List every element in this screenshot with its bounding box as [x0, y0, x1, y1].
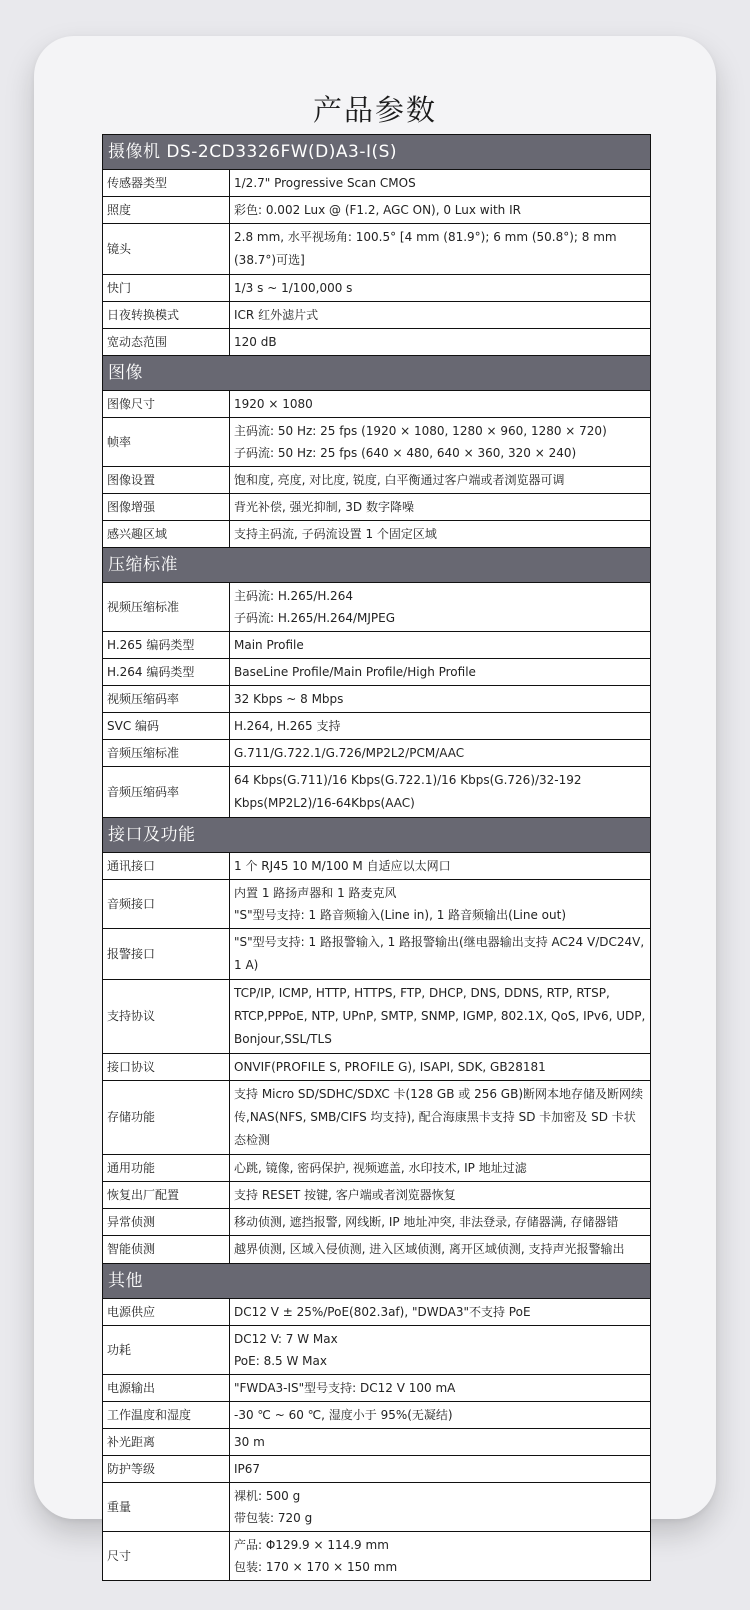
spec-value [230, 659, 651, 686]
spec-label: 音频接口 [103, 880, 230, 929]
spec-card [34, 36, 716, 1574]
spec-value-line: 支持 RESET 按键, 客户端或者浏览器恢复 [234, 1188, 456, 1202]
spec-value-line: 64 Kbps(G.711)/16 Kbps(G.722.1)/16 Kbps(G.726)/32-192 Kbps(MP2L2)/16-64Kbps(AAC) [234, 773, 582, 810]
spec-label: 功耗 [103, 1326, 230, 1375]
page-title: 产品参数 [312, 93, 437, 127]
spec-value-line: ONVIF(PROFILE S, PROFILE G), ISAPI, SDK, GB28181 [234, 1060, 546, 1074]
spec-value [230, 170, 651, 197]
spec-label: 补光距离 [103, 1429, 230, 1456]
spec-value-line: 支持 Micro SD/SDHC/SDXC 卡(128 GB 或 256 GB)断网本地存储及断网续传,NAS(NFS, SMB/CIFS 均支持), 配合海康黑卡支持 SD 卡加密及 SD 卡状态检测 [234, 1087, 644, 1147]
spec-value-line: G.711/G.722.1/G.726/MP2L2/PCM/AAC [234, 746, 465, 760]
spec-label: 图像设置 [103, 467, 230, 494]
spec-row [103, 1375, 651, 1402]
spec-value-line: "S"型号支持: 1 路报警输入, 1 路报警输出(继电器输出支持 AC24 V/DC24V, 1 A) [234, 935, 645, 972]
spec-label: 照度 [103, 197, 230, 224]
spec-value [230, 880, 651, 929]
spec-row [103, 494, 651, 521]
spec-label: 图像增强 [103, 494, 230, 521]
spec-value-line: Main Profile [234, 638, 304, 652]
spec-row [103, 418, 651, 467]
spec-label: 图像尺寸 [103, 391, 230, 418]
spec-value-line: 1/3 s ~ 1/100,000 s [234, 281, 353, 295]
spec-value [230, 1054, 651, 1081]
spec-value [230, 740, 651, 767]
spec-label: 宽动态范围 [103, 329, 230, 356]
spec-value-line: 1920 × 1080 [234, 397, 313, 411]
spec-label: H.265 编码类型 [103, 632, 230, 659]
section-header-row [103, 135, 651, 170]
spec-row [103, 1155, 651, 1182]
spec-label: 感兴趣区域 [103, 521, 230, 548]
spec-value-line: 包装: 170 × 170 × 150 mm [234, 1560, 398, 1574]
spec-value [230, 224, 651, 275]
spec-row [103, 1182, 651, 1209]
section-header-row [103, 1264, 651, 1299]
spec-row [103, 302, 651, 329]
spec-value-line: 心跳, 镜像, 密码保护, 视频遮盖, 水印技术, IP 地址过滤 [234, 1161, 527, 1175]
spec-value-line: 带包装: 720 g [234, 1511, 313, 1525]
spec-value-line: 饱和度, 亮度, 对比度, 锐度, 白平衡通过客户端或者浏览器可调 [234, 473, 565, 487]
spec-value-line: 1 个 RJ45 10 M/100 M 自适应以太网口 [234, 859, 451, 873]
spec-value-line: "S"型号支持: 1 路音频输入(Line in), 1 路音频输出(Line out) [234, 908, 567, 922]
spec-label: 通用功能 [103, 1155, 230, 1182]
spec-value [230, 929, 651, 980]
section-heading: 接口及功能 [103, 818, 651, 853]
spec-value-line: 1/2.7" Progressive Scan CMOS [234, 176, 416, 190]
spec-value-line: 产品: Φ129.9 × 114.9 mm [234, 1538, 389, 1552]
spec-value [230, 1375, 651, 1402]
spec-label: 传感器类型 [103, 170, 230, 197]
spec-value [230, 1236, 651, 1264]
spec-label: 异常侦测 [103, 1209, 230, 1236]
spec-value [230, 329, 651, 356]
spec-value-line: 子码流: H.265/H.264/MJPEG [234, 611, 396, 625]
spec-value [230, 275, 651, 302]
spec-table [102, 134, 651, 1581]
spec-value-line: DC12 V ± 25%/PoE(802.3af), "DWDA3"不支持 PoE [234, 1305, 531, 1319]
spec-label: 防护等级 [103, 1456, 230, 1483]
spec-row [103, 880, 651, 929]
section-heading: 压缩标准 [103, 548, 651, 583]
spec-value-line: 越界侦测, 区域入侵侦测, 进入区域侦测, 离开区域侦测, 支持声光报警输出 [234, 1242, 625, 1256]
spec-value-line: TCP/IP, ICMP, HTTP, HTTPS, FTP, DHCP, DNS, DDNS, RTP, RTSP, RTCP,PPPoE, NTP, UPnP, SMTP, SNMP, IGMP, 802.1X, QoS, IPv6, UDP, Bonjour,SSL/TLS [234, 986, 646, 1046]
section-heading: 其他 [103, 1264, 651, 1299]
spec-row [103, 521, 651, 548]
spec-value-line: DC12 V: 7 W Max [234, 1332, 338, 1346]
spec-value [230, 1299, 651, 1326]
spec-value-line: 32 Kbps ~ 8 Mbps [234, 692, 344, 706]
spec-label: 电源输出 [103, 1375, 230, 1402]
spec-row [103, 1209, 651, 1236]
section-header-row [103, 356, 651, 391]
spec-value [230, 494, 651, 521]
spec-label: 报警接口 [103, 929, 230, 980]
spec-row [103, 1483, 651, 1532]
spec-label: 镜头 [103, 224, 230, 275]
spec-row [103, 659, 651, 686]
spec-label: 快门 [103, 275, 230, 302]
spec-value-line: 子码流: 50 Hz: 25 fps (640 × 480, 640 × 360, 320 × 240) [234, 446, 577, 460]
section-heading: 摄像机 DS-2CD3326FW(D)A3-I(S) [103, 135, 651, 170]
spec-value [230, 1456, 651, 1483]
spec-value [230, 521, 651, 548]
spec-value-line: 背光补偿, 强光抑制, 3D 数字降噪 [234, 500, 414, 514]
section-heading: 图像 [103, 356, 651, 391]
spec-label: 尺寸 [103, 1532, 230, 1581]
spec-value [230, 713, 651, 740]
spec-label: H.264 编码类型 [103, 659, 230, 686]
spec-value-line: 支持主码流, 子码流设置 1 个固定区域 [234, 527, 437, 541]
spec-value [230, 1326, 651, 1375]
spec-row [103, 583, 651, 632]
spec-label: 接口协议 [103, 1054, 230, 1081]
spec-table-body [103, 135, 651, 1581]
spec-row [103, 767, 651, 818]
spec-label: 音频压缩码率 [103, 767, 230, 818]
spec-value [230, 418, 651, 467]
spec-value [230, 1155, 651, 1182]
spec-label: 视频压缩标准 [103, 583, 230, 632]
spec-value [230, 1182, 651, 1209]
spec-value-line: 2.8 mm, 水平视场角: 100.5° [4 mm (81.9°); 6 mm (50.8°); 8 mm (38.7°)可选] [234, 230, 617, 267]
spec-value-line: BaseLine Profile/Main Profile/High Profile [234, 665, 476, 679]
spec-value-line: PoE: 8.5 W Max [234, 1354, 327, 1368]
spec-value [230, 1209, 651, 1236]
spec-row [103, 853, 651, 880]
spec-row [103, 740, 651, 767]
spec-value [230, 467, 651, 494]
spec-row [103, 713, 651, 740]
spec-value-line: ICR 红外滤片式 [234, 308, 319, 322]
spec-row [103, 275, 651, 302]
spec-label: 电源供应 [103, 1299, 230, 1326]
spec-label: 通讯接口 [103, 853, 230, 880]
spec-row [103, 197, 651, 224]
spec-row [103, 1429, 651, 1456]
spec-value-line: 30 m [234, 1435, 265, 1449]
spec-row [103, 170, 651, 197]
spec-row [103, 1081, 651, 1155]
spec-row [103, 1299, 651, 1326]
spec-row [103, 1326, 651, 1375]
spec-row [103, 329, 651, 356]
spec-value [230, 1483, 651, 1532]
spec-value-line: 内置 1 路扬声器和 1 路麦克风 [234, 886, 397, 900]
spec-value [230, 1532, 651, 1581]
section-header-row [103, 548, 651, 583]
spec-value-line: 120 dB [234, 335, 277, 349]
spec-label: 视频压缩码率 [103, 686, 230, 713]
spec-label: 音频压缩标准 [103, 740, 230, 767]
spec-label: 工作温度和湿度 [103, 1402, 230, 1429]
spec-value-line: IP67 [234, 1462, 261, 1476]
section-header-row [103, 818, 651, 853]
spec-row [103, 391, 651, 418]
spec-value-line: 彩色: 0.002 Lux @ (F1.2, AGC ON), 0 Lux with IR [234, 203, 521, 217]
spec-value [230, 197, 651, 224]
spec-row [103, 467, 651, 494]
spec-row [103, 1456, 651, 1483]
spec-row [103, 1236, 651, 1264]
spec-row [103, 224, 651, 275]
spec-label: 存储功能 [103, 1081, 230, 1155]
spec-value [230, 632, 651, 659]
spec-label: 支持协议 [103, 980, 230, 1054]
spec-value [230, 1429, 651, 1456]
spec-value [230, 583, 651, 632]
spec-row [103, 632, 651, 659]
spec-label: 日夜转换模式 [103, 302, 230, 329]
spec-row [103, 686, 651, 713]
spec-value [230, 853, 651, 880]
spec-value-line: 主码流: 50 Hz: 25 fps (1920 × 1080, 1280 × 960, 1280 × 720) [234, 424, 607, 438]
spec-row [103, 980, 651, 1054]
spec-row [103, 1402, 651, 1429]
spec-label: SVC 编码 [103, 713, 230, 740]
spec-value-line: 裸机: 500 g [234, 1489, 301, 1503]
spec-value [230, 767, 651, 818]
spec-value-line: 主码流: H.265/H.264 [234, 589, 353, 603]
spec-row [103, 1532, 651, 1581]
spec-label: 恢复出厂配置 [103, 1182, 230, 1209]
spec-value-line: "FWDA3-IS"型号支持: DC12 V 100 mA [234, 1381, 456, 1395]
spec-label: 重量 [103, 1483, 230, 1532]
spec-label: 帧率 [103, 418, 230, 467]
spec-label: 智能侦测 [103, 1236, 230, 1264]
spec-row [103, 1054, 651, 1081]
spec-value [230, 1081, 651, 1155]
spec-value-line: 移动侦测, 遮挡报警, 网线断, IP 地址冲突, 非法登录, 存储器满, 存储器错 [234, 1215, 619, 1229]
spec-value [230, 1402, 651, 1429]
spec-value-line: -30 ℃ ~ 60 ℃, 湿度小于 95%(无凝结) [234, 1408, 453, 1422]
spec-value-line: H.264, H.265 支持 [234, 719, 341, 733]
spec-value [230, 391, 651, 418]
spec-value [230, 686, 651, 713]
spec-value [230, 980, 651, 1054]
spec-row [103, 929, 651, 980]
spec-value [230, 302, 651, 329]
